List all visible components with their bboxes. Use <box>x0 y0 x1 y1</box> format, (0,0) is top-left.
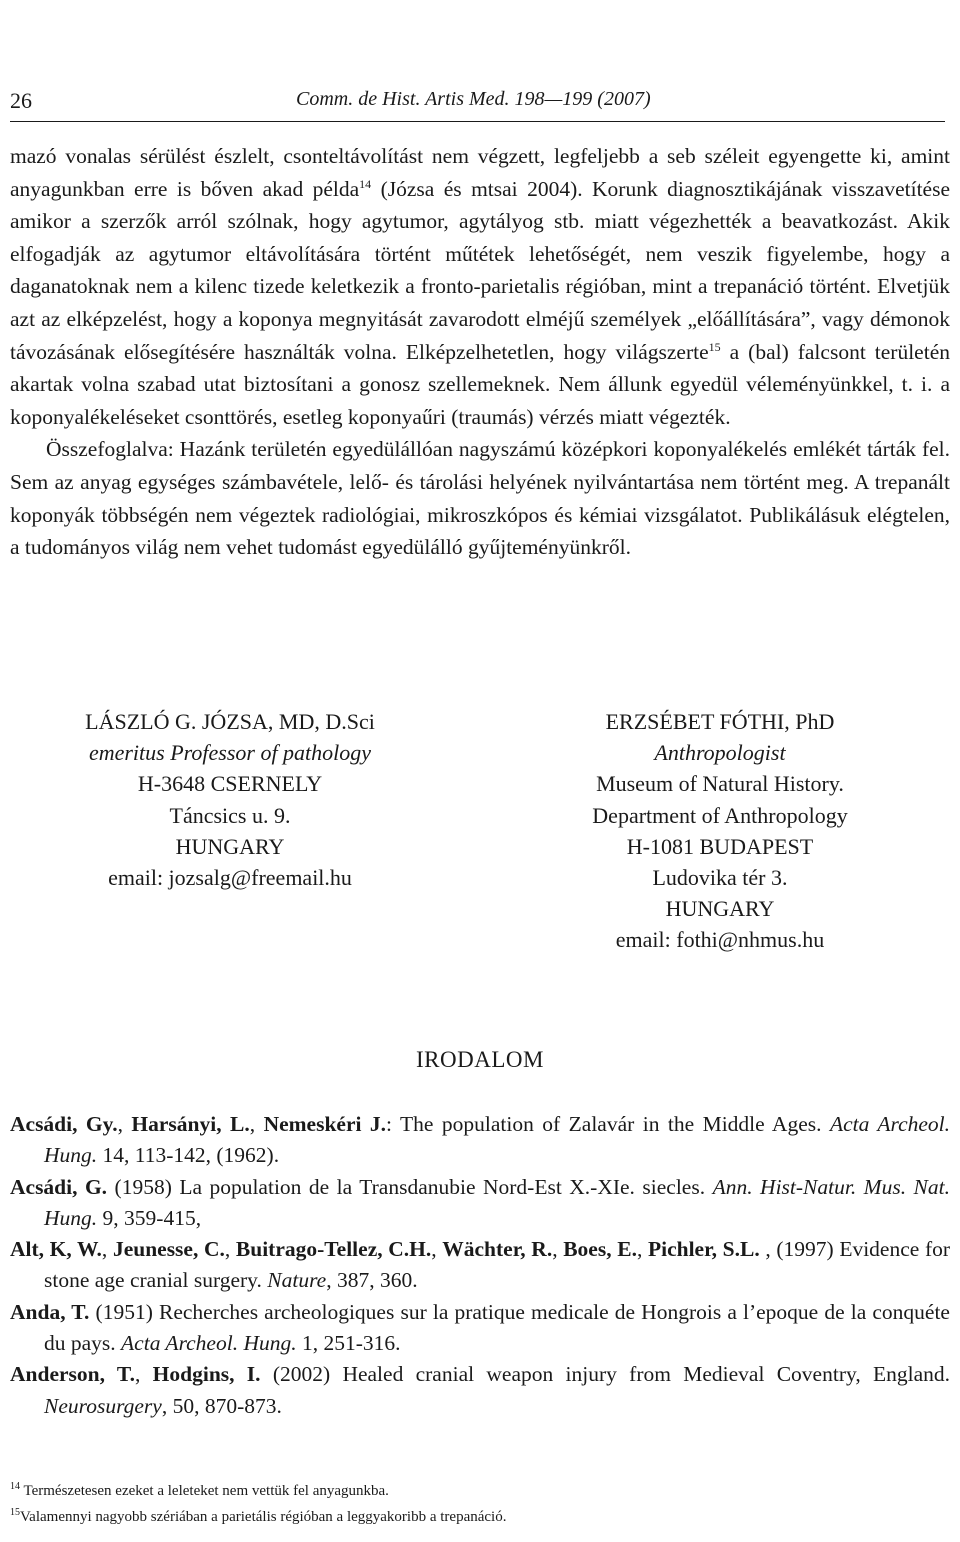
author-department: Department of Anthropology <box>592 802 848 828</box>
text-run: 9, 359-415, <box>97 1205 202 1230</box>
journal-title-italic: Neurosurgery <box>44 1393 162 1418</box>
author-city: H-3648 CSERNELY <box>137 771 323 797</box>
references-heading: IRODALOM <box>416 1047 544 1072</box>
author-museum: Museum of Natural History. <box>596 771 844 797</box>
journal-title-italic: Acta Archeol. Hung. <box>121 1331 297 1356</box>
text-run: (1958) La population de la Transdanubie Nord-Est X.-XIe. siecles. <box>107 1174 713 1199</box>
author-address-fothi <box>530 706 910 956</box>
author-address-jozsa <box>40 706 420 893</box>
author-name-bold: Pichler, S.L. <box>647 1237 760 1262</box>
footnote-text: Természetesen ezeket a leleteket nem vettük fel anyagunkba. <box>20 1483 389 1499</box>
page-number: 26 <box>10 88 32 113</box>
author-name-bold: Alt, K, W. <box>10 1237 102 1262</box>
author-name-bold: Anda, T. <box>10 1299 90 1324</box>
header-rule <box>10 121 945 122</box>
footnote-item <box>10 1478 950 1504</box>
reference-item <box>10 1234 950 1297</box>
text-run: a (bal) falcsont területén akartak volna szabad utat biztosítani a gonosz szellemeknek. Nem állunk egyedül véleményünkkel, t. i. a koponyalékeléseket csonttörés, esetleg koponyaűri (traumás) vérzés miatt végezték. <box>10 339 950 429</box>
text-run: , (1997) Evidence for stone age cranial surgery. <box>44 1237 951 1293</box>
author-name-bold: Harsányi, L. <box>131 1112 250 1136</box>
journal-title-italic: Ann. Hist-Natur. Mus. Nat. Hung. <box>44 1174 950 1230</box>
text-run: , 387, 360. <box>326 1268 418 1293</box>
reference-item <box>10 1172 950 1235</box>
author-name: ERZSÉBET FÓTHI, PhD <box>605 709 835 734</box>
reference-item <box>10 1109 950 1172</box>
author-country: HUNGARY <box>665 896 775 922</box>
text-run: , <box>135 1362 153 1387</box>
text-run: , 50, 870-873. <box>161 1393 282 1418</box>
footnote-number: 14 <box>10 1481 20 1492</box>
text-run: mazó vonalas sérülést észlelt, csonteltávolítást nem végzett, legfeljebb a seb széleit egyengette ki, amint anyagunkban erre is bőven akad példa <box>10 144 950 201</box>
reference-item <box>10 1359 950 1422</box>
text-run: , <box>101 1237 113 1262</box>
author-city: H-1081 BUDAPEST <box>626 833 814 859</box>
author-name-bold: Boes, E. <box>563 1237 637 1262</box>
author-name-bold: Anderson, T. <box>10 1362 135 1387</box>
text-run: 14, 113-142, (1962). <box>97 1143 280 1168</box>
running-title: Comm. de Hist. Artis Med. 198—199 (2007) <box>296 88 651 110</box>
paragraph-discussion <box>10 140 950 433</box>
text-run: , <box>117 1112 132 1136</box>
author-name-bold: Acsádi, Gy. <box>10 1112 118 1136</box>
author-name-bold: Buitrago-Tellez, C.H. <box>235 1237 432 1262</box>
text-run: (1951) Recherches archeologiques sur la pratique medicale de Hongrois a l’epoque de la conquéte du pays. <box>44 1299 950 1356</box>
author-country: HUNGARY <box>175 833 285 859</box>
reference-list <box>10 1109 950 1422</box>
text-run: , <box>249 1112 264 1136</box>
footnote-item <box>10 1504 950 1530</box>
page-header <box>10 88 945 122</box>
author-name: LÁSZLÓ G. JÓZSA, MD, D.Sci <box>85 709 375 734</box>
author-email: email: fothi@nhmus.hu <box>615 927 825 953</box>
author-email: email: jozsalg@freemail.hu <box>108 865 352 891</box>
footnote-marker: 15 <box>708 339 721 354</box>
paragraph-summary: Összefoglalva: Hazánk területén egyedülállóan nagyszámú középkori koponyalékelés emlékét tárták fel. Sem az anyag egységes számbavétele, lelő- és tárolási helyének nyilvántartása nem történt meg. A trepanált koponyák többségén nem végeztek radiológiai, mikroszkópos és kémiai vizsgálatot. Publikálásuk elégtelen, a tudományos világ nem vehet tudomást egyedülálló gyűjteményünkről. <box>10 437 950 560</box>
author-name-bold: Nemeskéri J. <box>263 1112 387 1136</box>
text-run: 1, 251-316. <box>296 1331 401 1356</box>
author-title: Anthropologist <box>654 740 786 766</box>
text-run: : The population of Zalavár in the Middle Ages. <box>386 1112 830 1136</box>
author-street: Táncsics u. 9. <box>169 802 291 828</box>
footnote-text: Valamennyi nagyobb szériában a parietális régióban a leggyakoribb a trepanáció. <box>20 1509 507 1525</box>
text-run: , <box>552 1237 564 1262</box>
main-text <box>10 140 950 564</box>
author-name-bold: Wächter, R. <box>442 1237 553 1262</box>
text-run: (2002) Healed cranial weapon injury from Medieval Coventry, England. <box>260 1362 951 1387</box>
author-name-bold: Acsádi, G. <box>10 1174 108 1199</box>
footnote-number: 15 <box>10 1507 20 1518</box>
text-run: (Józsa és mtsai 2004). Korunk diagnosztikájának visszavetítése amikor a szerzők arról szólnak, hogy agytumor, agytályog stb. miatt végezhették a beavatkozást. Akik elfogadják az agytumor eltávolítására történt műtétek lehetőségét, nem veszik figyelembe, hogy a daganatoknak nem a kilenc tizede keletkezik a fronto-parietalis régióban, mint a trepanáció történt. Elvetjük azt az elképzelést, hogy a koponya megnyitását zavarodott elméjű személyek „előállítására”, vagy démonok távozásának elősegítésére használták volna. Elképzelhetetlen, hogy világszerte <box>10 176 950 364</box>
journal-title-italic: Acta Archeol. Hung. <box>44 1112 951 1168</box>
author-name-bold: Hodgins, I. <box>152 1362 261 1387</box>
author-title: emeritus Professor of pathology <box>88 740 372 766</box>
journal-title-italic: Nature <box>267 1268 327 1293</box>
reference-item <box>10 1297 950 1360</box>
text-run: , <box>224 1237 236 1262</box>
text-run: , <box>431 1237 443 1262</box>
author-name-bold: Jeunesse, C. <box>112 1237 225 1262</box>
footnotes <box>10 1478 950 1530</box>
author-street: Ludovika tér 3. <box>652 865 788 891</box>
footnote-marker: 14 <box>359 176 372 191</box>
text-run: , <box>636 1237 648 1262</box>
